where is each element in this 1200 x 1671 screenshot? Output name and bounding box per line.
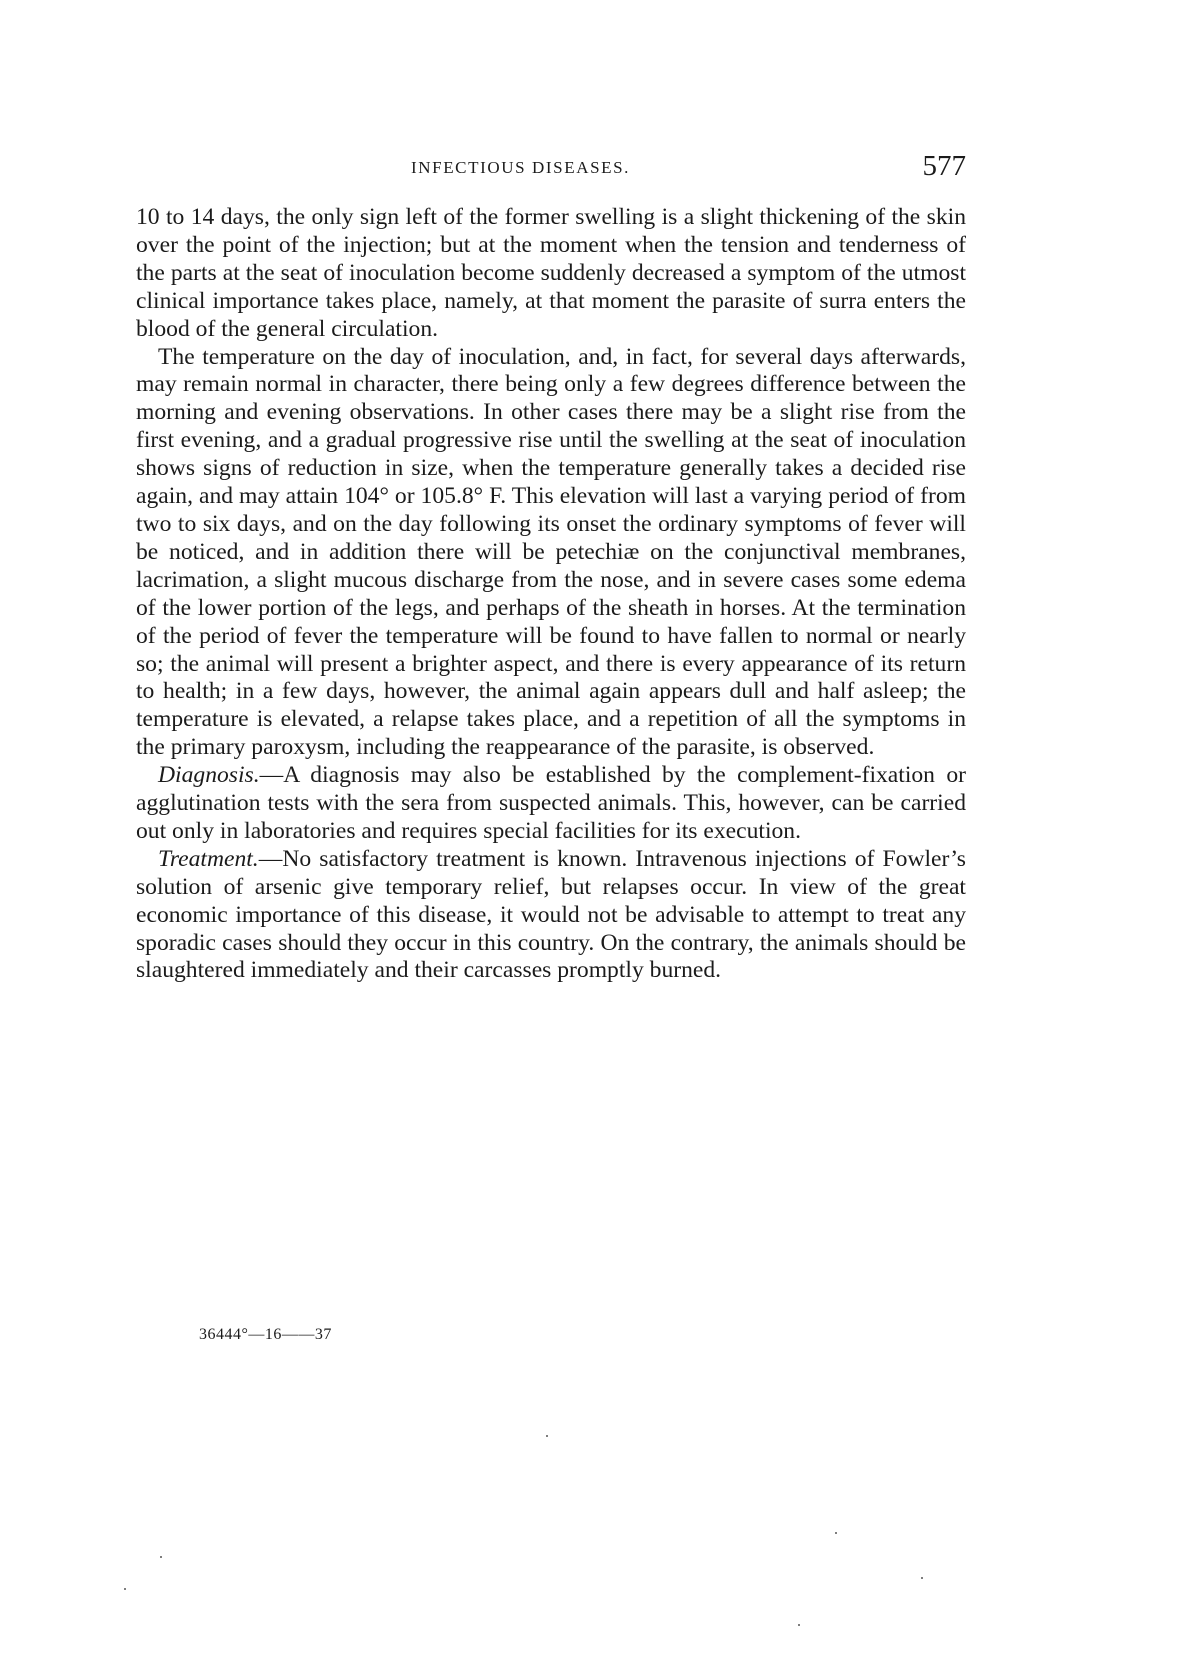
paragraph-treatment [136, 846, 966, 986]
diagnosis-heading: Diagnosis. [158, 762, 260, 789]
diagnosis-text: —A diagnosis may also be established by the complement-fixation or agglutination tests with the sera from suspected animals. This, however, can be carried out only in laboratories and requires special facilities for its execution. [136, 762, 966, 844]
paragraph-temperature: The temperature on the day of inoculation, and, in fact, for several days afterwards, may remain normal in character, there being only a few degrees difference between the morning and evening observations. In other cases there may be a slight rise from the first evening, and a gradual progressive rise until the swelling at the seat of inoculation shows signs of reduction in size, when the temperature generally takes a decided rise again, and may attain 104° or 105.8° F. This elevation will last a varying period of from two to six days, and on the day following its onset the ordinary symptoms of fever will be noticed, and in addition there will be petechiæ on the conjunctival membranes, lacrimation, a slight mucous discharge from the nose, and in severe cases some edema of the lower portion of the legs, and perhaps of the sheath in horses. At the termination of the period of fever the temperature will be found to have fallen to normal or nearly so; the animal will present a brighter aspect, and there is every appearance of its return to health; in a few days, however, the animal again appears dull and half asleep; the temperature is elevated, a relapse takes place, and a repetition of all the symptoms in the primary paroxysm, including the reappearance of the parasite, is observed. [136, 343, 966, 761]
paragraph-continuation: 10 to 14 days, the only sign left of the former swelling is a slight thickening of the skin over the point of the injection; but at the moment when the tension and tenderness of the parts at the seat of inoculation become suddenly decreased a symptom of the utmost clinical importance takes place, namely, at that moment the parasite of surra enters the blood of the general circulation. [136, 204, 966, 342]
running-title: INFECTIOUS DISEASES. [411, 158, 631, 177]
treatment-heading: Treatment. [158, 845, 259, 872]
scan-speck [921, 1577, 923, 1579]
scan-speck [160, 1556, 162, 1558]
scan-speck [835, 1532, 837, 1534]
page-number: 577 [922, 150, 966, 182]
running-head [136, 150, 966, 194]
printer-signature: 36444°—16——37 [199, 1326, 332, 1343]
scan-speck [798, 1624, 800, 1626]
scan-speck [546, 1435, 548, 1437]
paragraph-diagnosis [136, 762, 966, 846]
body-text [136, 204, 966, 985]
treatment-text: —No satisfactory treatment is known. Intravenous injections of Fowler’s solution of arsenic give temporary relief, but relapses occur. In view of the great economic importance of this disease, it would not be advisable to attempt to treat any sporadic cases should they occur in this country. On the contrary, the animals should be slaughtered immediately and their carcasses promptly burned. [136, 845, 966, 984]
scan-speck [124, 1588, 126, 1590]
